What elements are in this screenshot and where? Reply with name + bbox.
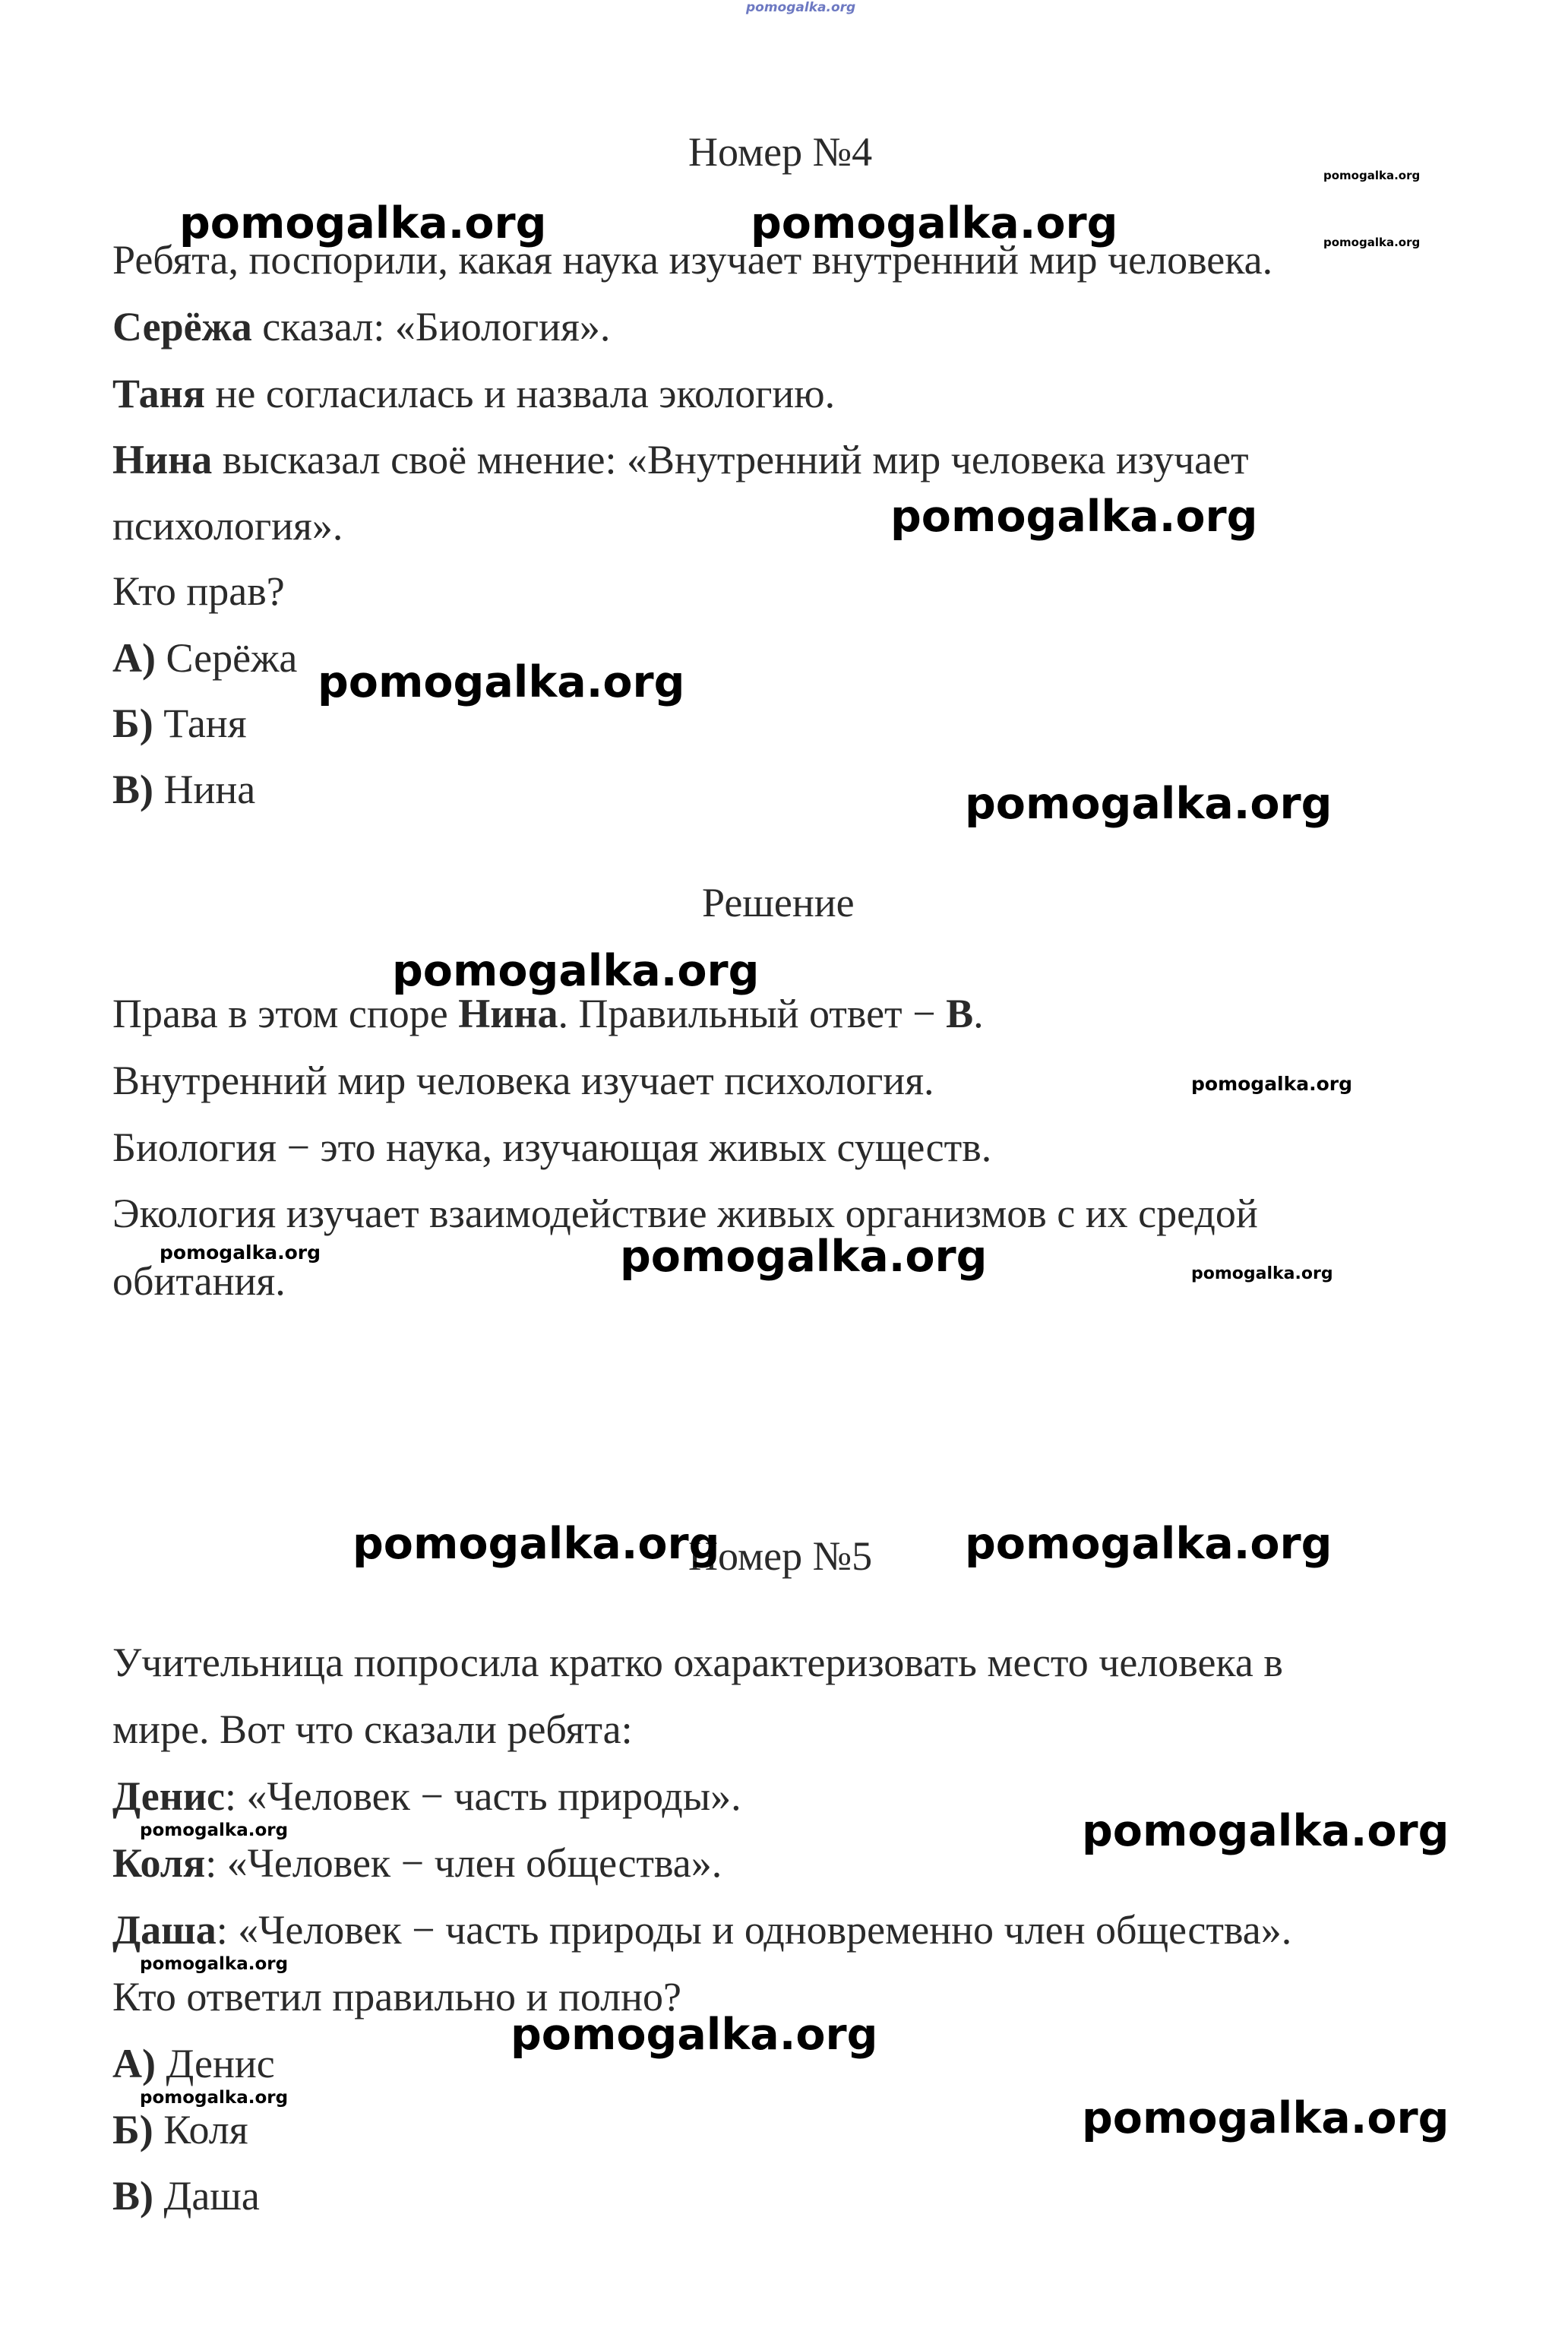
watermark-big: pomogalka.org	[1082, 2093, 1449, 2143]
speaker-name: Серёжа	[112, 304, 252, 350]
task5-intro-2: мире. Вот что сказали ребята:	[112, 1706, 633, 1752]
speaker-name: Денис	[112, 1773, 225, 1819]
task4-question: Кто прав?	[112, 568, 285, 614]
option-text: Денис	[155, 2041, 275, 2086]
solution-answer-letter: В	[946, 991, 974, 1036]
task5-option-b	[112, 2107, 248, 2152]
watermark-big: pomogalka.org	[179, 198, 547, 248]
watermark-tiny: pomogalka.org	[140, 2088, 289, 2108]
speaker-text: сказал: «Биология».	[251, 304, 611, 350]
option-letter: В)	[112, 767, 153, 812]
task4-solution-line-1	[112, 991, 984, 1036]
task4-solution-line-5: обитания.	[112, 1258, 286, 1304]
speaker-name: Даша	[112, 1907, 217, 1953]
task4-seryozha-line	[112, 304, 610, 350]
task4-nina-line	[112, 437, 1249, 482]
task4-title: Номер №4	[688, 129, 873, 175]
task4-option-a	[112, 635, 297, 681]
speaker-text: : «Человек − член общества».	[205, 1840, 722, 1886]
watermark-tiny: pomogalka.org	[1323, 169, 1421, 182]
task4-solution-line-2: Внутренний мир человека изучает психология.	[112, 1058, 934, 1103]
watermark-big: pomogalka.org	[890, 492, 1258, 542]
option-text: Таня	[153, 701, 247, 746]
watermark-big: pomogalka.org	[965, 779, 1332, 829]
speaker-name: Таня	[112, 371, 206, 416]
task4-solution-title: Решение	[702, 880, 855, 925]
task5-option-c	[112, 2173, 260, 2219]
task4-nina-line-cont: психология».	[112, 503, 343, 549]
watermark-tiny: pomogalka.org	[140, 1954, 289, 1974]
speaker-name: Коля	[112, 1840, 206, 1886]
task5-question: Кто ответил правильно и полно?	[112, 1974, 681, 2020]
watermark-big: pomogalka.org	[352, 1519, 720, 1569]
watermark-big: pomogalka.org	[392, 946, 760, 996]
watermark-big: pomogalka.org	[1082, 1806, 1449, 1856]
task4-option-c	[112, 767, 255, 812]
task5-intro-1: Учительница попросила кратко охарактеризовать место человека в	[112, 1640, 1283, 1685]
watermark-tiny: pomogalka.org	[1191, 1264, 1333, 1283]
solution-text: Права в этом споре	[112, 991, 459, 1036]
option-letter: А)	[112, 635, 156, 681]
solution-text: . Правильный ответ −	[558, 991, 947, 1036]
watermark-small: pomogalka.org	[160, 1242, 321, 1264]
task5-title: Номер №5	[688, 1533, 873, 1579]
task5-denis-line	[112, 1773, 741, 1819]
task4-intro: Ребята, поспорили, какая наука изучает внутренний мир человека.	[112, 237, 1273, 283]
watermark-big: pomogalka.org	[620, 1232, 988, 1282]
task4-option-b	[112, 701, 247, 746]
header-watermark[interactable]: pomogalka.org	[746, 0, 856, 15]
task4-tanya-line	[112, 371, 835, 416]
speaker-text: высказал своё мнение: «Внутренний мир человека изучает	[212, 437, 1249, 482]
watermark-tiny: pomogalka.org	[140, 1820, 289, 1840]
speaker-name: Нина	[112, 437, 213, 482]
watermark-big: pomogalka.org	[751, 198, 1118, 248]
option-letter: Б)	[112, 701, 153, 746]
option-text: Коля	[153, 2107, 248, 2152]
watermark-small: pomogalka.org	[1191, 1073, 1353, 1095]
watermark-big: pomogalka.org	[511, 2010, 878, 2060]
option-letter: Б)	[112, 2107, 153, 2152]
option-text: Даша	[153, 2173, 260, 2219]
task4-solution-line-4: Экология изучает взаимодействие живых организмов с их средой	[112, 1191, 1258, 1236]
task5-dasha-line	[112, 1907, 1291, 1953]
option-letter: А)	[112, 2041, 156, 2086]
solution-answer-name: Нина	[458, 991, 558, 1036]
solution-text: .	[973, 991, 984, 1036]
task5-kolya-line	[112, 1840, 722, 1886]
task5-option-a	[112, 2041, 275, 2086]
option-text: Серёжа	[155, 635, 298, 681]
speaker-text: : «Человек − часть природы».	[224, 1773, 741, 1819]
watermark-big: pomogalka.org	[965, 1519, 1332, 1569]
watermark-tiny: pomogalka.org	[1323, 236, 1421, 249]
speaker-text: : «Человек − часть природы и одновременно член общества».	[216, 1907, 1292, 1953]
task4-solution-line-3: Биология − это наука, изучающая живых существ.	[112, 1124, 992, 1170]
watermark-big: pomogalka.org	[318, 657, 685, 707]
option-text: Нина	[153, 767, 256, 812]
option-letter: В)	[112, 2173, 153, 2219]
speaker-text: не согласилась и назвала экологию.	[205, 371, 836, 416]
